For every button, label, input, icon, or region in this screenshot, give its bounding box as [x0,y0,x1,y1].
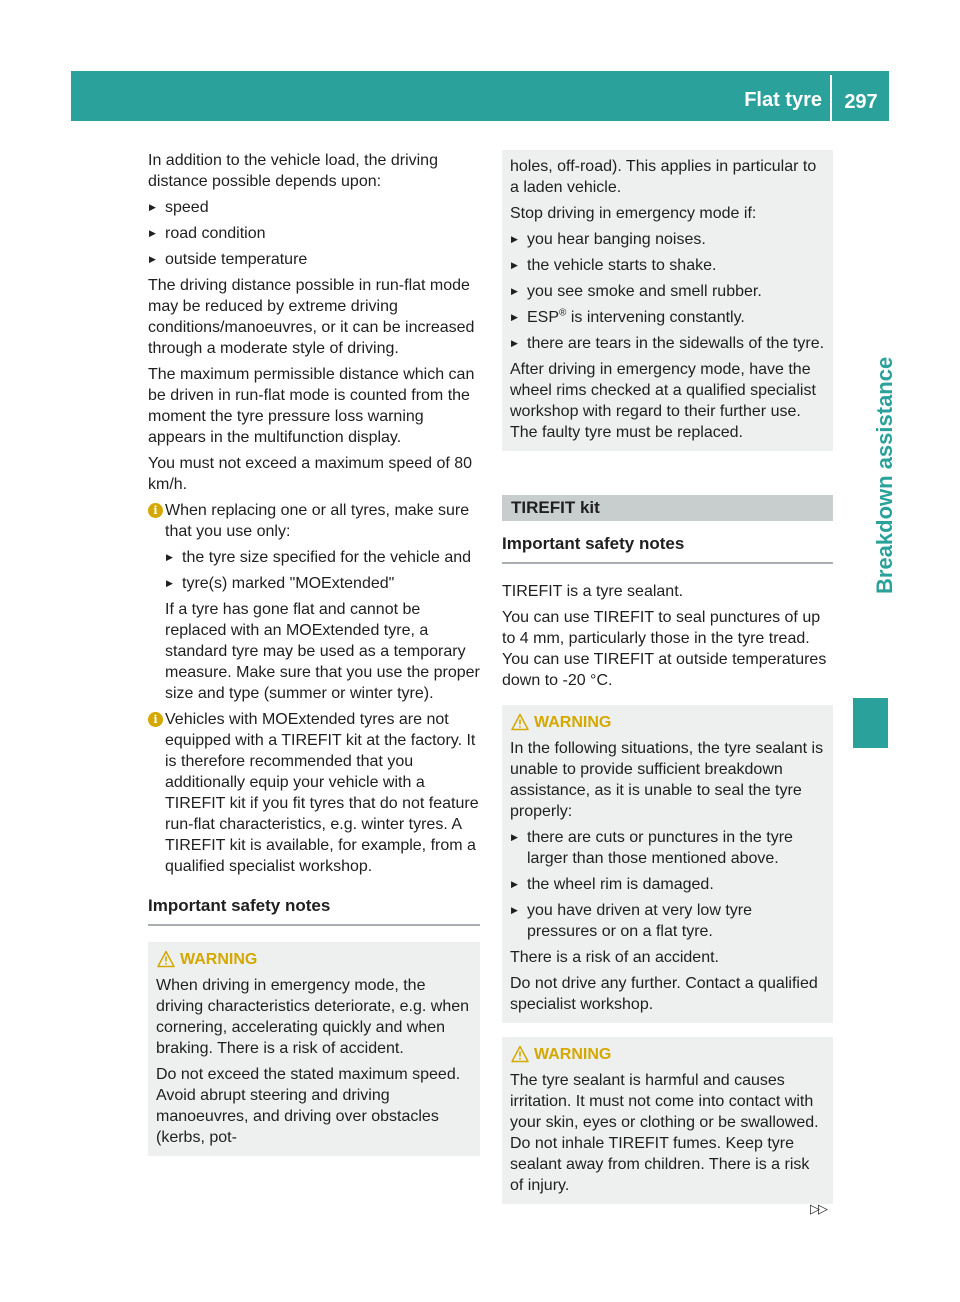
section-heading: Important safety notes [502,533,833,564]
left-column [148,150,480,1156]
warning-title [156,949,472,970]
header-divider [830,75,832,121]
info-note [148,500,480,704]
info-icon: i [148,712,163,727]
warning-triangle-icon [511,713,529,731]
info-text: If a tyre has gone flat and cannot be replaced with an MOExtended tyre, a standard tyre may be used as a temporary measure. Make sure that you use the proper size and type (summer or winter tyre). [165,601,480,702]
list-item: ▶ the vehicle starts to shake. [510,255,825,276]
warning-title [510,1044,825,1065]
right-column [502,150,833,1204]
chapter-tab-label: Breakdown assistance [872,356,897,594]
warning-box [502,705,833,1023]
page-number: 297 [844,91,878,113]
warning-text: In the following situations, the tyre sealant is unable to provide sufficient breakdown assistance, as it is unable to seal the tyre properly: [510,740,824,820]
section-title: Flat tyre [744,89,822,111]
paragraph: You can use TIREFIT to seal punctures of up to 4 mm, particularly those in the tyre tread. You can use TIREFIT at outside temperatures down to -20 °C. [502,609,827,689]
info-text: Vehicles with MOExtended tyres are not equipped with a TIREFIT kit at the factory. It is therefore recommended that you additionally equip your vehicle with a TIREFIT kit if you fit tyres that do not feature run-flat characteristics, e.g. winter tyres. A TIREFIT kit is available, for example, from a qualified specialist workshop. [165,711,479,875]
list-item: ▶ the tyre size specified for the vehicle and [165,547,480,568]
list-item: ▶ tyre(s) marked "MOExtended" [165,573,480,594]
warning-text: Do not exceed the stated maximum speed. Avoid abrupt steering and driving manoeuvres, and driving over obstacles (kerbs, pot- [156,1066,461,1146]
page-header [71,71,889,121]
info-note [148,709,480,877]
list-item [510,307,825,328]
warning-title-text: WARNING [534,1046,612,1063]
warning-text: Stop driving in emergency mode if: [510,205,757,222]
info-icon: i [148,503,163,518]
list-item: ▶ there are cuts or punctures in the tyre larger than those mentioned above. [510,827,825,869]
warning-box [148,942,480,1156]
esp-label: ESP [527,309,560,326]
warning-triangle-icon [157,950,175,968]
warning-text: When driving in emergency mode, the driving characteristics deteriorate, e.g. when cornering, accelerating quickly and when braking. There is a risk of accident. [156,977,470,1057]
warning-box [502,1037,833,1204]
warning-triangle-icon [511,1045,529,1063]
continue-marker: ▷▷ [810,1201,826,1216]
list-item: ▶ you hear banging noises. [510,229,825,250]
warning-text: holes, off-road). This applies in particular to a laden vehicle. [510,158,817,196]
paragraph: TIREFIT is a tyre sealant. [502,583,684,600]
paragraph: The driving distance possible in run-flat mode may be reduced by extreme driving conditions/manoeuvres, or it can be increased through a moderate style of driving. [148,277,475,357]
registered-mark: ® [559,307,567,319]
warning-title-text: WARNING [180,951,258,968]
list-item: ▶ road condition [148,223,480,244]
chapter-tab-marker [853,698,888,748]
warning-text: There is a risk of an accident. [510,949,719,966]
warning-text: After driving in emergency mode, have the wheel rims checked at a qualified specialist workshop with regard to their further use. The faulty tyre must be replaced. [510,361,816,441]
list-item: ▶ outside temperature [148,249,480,270]
warning-title [510,712,825,733]
intro-text: In addition to the vehicle load, the driving distance possible depends upon: [148,152,438,190]
warning-box-continued [502,150,833,451]
warning-title-text: WARNING [534,714,612,731]
list-item: ▶ speed [148,197,480,218]
list-item: ▶ you see smoke and smell rubber. [510,281,825,302]
paragraph: The maximum permissible distance which can be driven in run-flat mode is counted from the moment the tyre pressure loss warning appears in the multifunction display. [148,366,475,446]
warning-text: The tyre sealant is harmful and causes irritation. It must not come into contact with your skin, eyes or clothing or be swallowed. Do not inhale TIREFIT fumes. Keep tyre sealant away from children. There is a risk of injury. [510,1072,819,1194]
warning-text: Do not drive any further. Contact a qualified specialist workshop. [510,975,818,1013]
section-heading: Important safety notes [148,895,480,926]
esp-text: is intervening constantly. [566,309,745,326]
list-item: ▶ you have driven at very low tyre pressures or on a flat tyre. [510,900,825,942]
tirefit-heading: TIREFIT kit [502,495,833,521]
list-item: ▶ the wheel rim is damaged. [510,874,825,895]
paragraph: You must not exceed a maximum speed of 80 km/h. [148,455,473,493]
list-item: ▶ there are tears in the sidewalls of the tyre. [510,333,825,354]
info-text: When replacing one or all tyres, make sure that you use only: [165,502,470,540]
